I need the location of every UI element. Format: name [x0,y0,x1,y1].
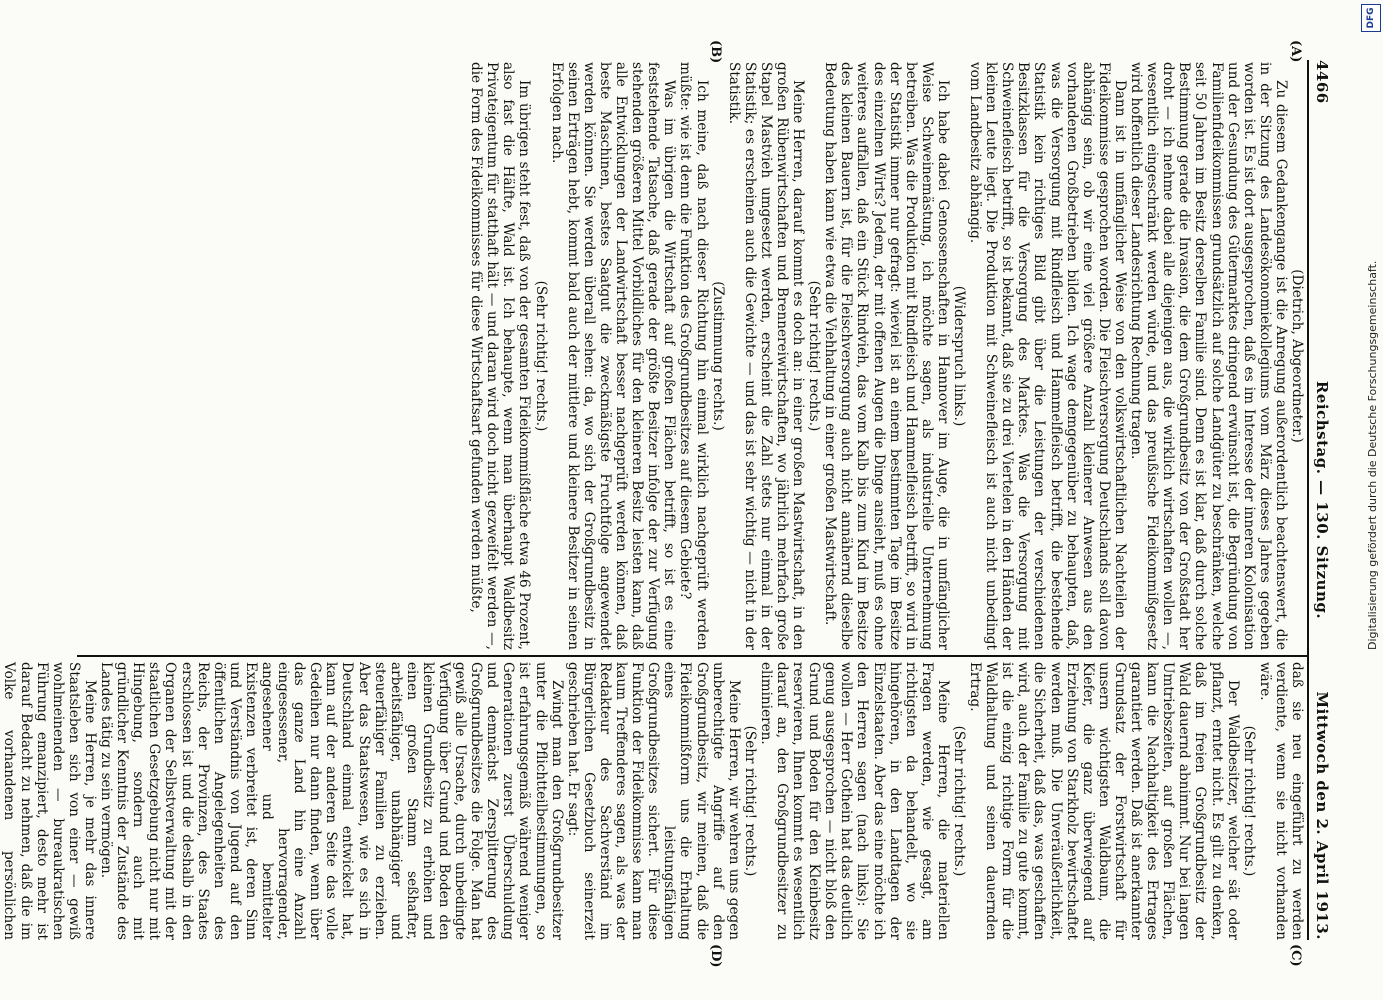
speaker-line: (Dietrich, Abgeordneter.) [1289,269,1305,443]
paragraph: Zwingt man den Großgrundbesitzer unter die Pflichtteilbestimmungen, so ist erfahrungsgemäß während weniger Generationen zuerst Überschuldung und demnächst Zersplitterung des Großgrundbesitzes die Folge. Man hat gewiß alle Ursache, durch unbedingte Verfügung über Grund und Boden den kleinen Grundbesitz zu erhöhen und einen großen Stamm seßhafter, arbeitsfähiger, unabhängiger und steuerfähiger Familien zu erziehen. Aber das Staatswesen, wie es sich in Deutschland einmal entwickelt hat, kann auf der anderen Seite das volle Gedeihen nur dann finden, wenn über das ganze Land hin eine Anzahl eingesessener, hervorragender, angesehener und bemittelter Existenzen verbreitet ist, deren Sinn und Verständnis von Jugend auf den öffentlichen Angelegenheiten des Reichs, der Provinzen, des Staates erschlossen ist und die deshalb in den Organen der Selbstverwaltung mit der staatlichen Gesetzgebung nicht nur mit Hingebung, sondern auch mit gründlicher Kenntnis der Zustände des Landes tätig zu sein vermögen. [98,662,565,940]
margin-marker-b: (B) [708,40,723,64]
paragraph: Der Waldbesitzer, welcher sät oder pflanzt, erntet nicht. Es gilt zu denken, daß im freien Großgrundbesitz der Wald dauernd abnimmt. Nur bei langen Umtriebszeiten, auf großen Flächen, kann die Nachhaltigkeit des Ertrages garantiert werden. Daß ist anerkannter Grundsatz der Forstwirtschaft für unsern wichtigsten Waldbaum, die Kiefer, die ganz überwiegend auf Erziehung von Starkholz bewirtschaftet werden muß. Die Unveräußerlichkeit, die Sicherheit, daß das, was geschaffen wird, auch der Familie zu gute kommt, ist die einzig richtige Form für die Waldhaltung und seinen dauernden Ertrag. [967,662,1241,940]
page-header [1309,60,1331,940]
dfg-logo: DFG [1361,4,1381,32]
paragraph: daß sie neu eingeführt zu werden verdiente, wenn sie nicht vorhanden wäre. [1256,662,1305,940]
interjection: (Widerspruch links.) [951,285,968,427]
paragraph: Meine Herren, je mehr das innere Staatsleben sich von einer — gewiß wohlmeinenden — bureaukratischen Führung emanzipiert, desto mehr ist darauf Bedacht zu nehmen, daß die im Volke vorhandenen persönlichen [1,662,98,940]
interjection: (Sehr richtig! rechts.) [951,725,968,877]
digitization-credit-strip [1359,0,1383,1000]
header-rule [1307,60,1309,940]
session-date: Mittwoch den 2. April 1913. [1313,691,1331,940]
paragraph: Ich meine, daß nach dieser Richtung hin einmal wirklich nachgeprüft werden müßte: wie ist denn die Funktion des Großgrundbesitzes auf diesem Gebiete? [677,62,710,650]
paragraph: Meine Herren, darauf kommt es doch an: in einer großen Mastwirtschaft, in den großen Rübenwirtschaften und Brennereiwirtschaften, wo jährlich mehrfach große Stapel Mastvieh umgesetzt werden, erscheint die Zahl stets nur einmal in der Statistik; es erscheinen auch die Gewichte — und das ist sehr wichtig — nicht in der Statistik. [725,62,807,650]
margin-marker-c: (C) [1288,944,1303,967]
page-number: 4466 [1313,60,1331,104]
column-divider [77,655,1307,657]
interjection: (Zustimmung rechts.) [709,281,726,431]
interjection: (Sehr richtig! rechts.) [806,280,823,432]
interjection: (Sehr richtig! rechts.) [741,725,758,877]
paragraph: Im übrigen steht fest, daß von der gesamten Fideikommißfläche etwa 46 Prozent, also fast die Hälfte, Wald ist. Ich behaupte, wenn man überhaupt Waldbesitz Privateigentum für statthaft hält — und daran wird doch nicht gezweifelt werden —, die Form des Fideikommisses für diese Wirtschaftsart gefunden werden müßte, [468,62,533,650]
right-text-column [0,662,1305,940]
paragraph: Was im übrigen die Wirtschaft auf großen Flächen betrifft, so ist es eine feststehende Tatsache, daß gerade der größte Besitzer infolge der zur Verfügung stehenden größeren Mittel Vorbildliches für den kleineren Besitz leisten kann, daß alle Entwicklungen der Landwirtschaft besser nachgeprüft werden können, daß beste Maschinen, bestes Saatgut die zweckmäßigste Fruchtfolge angewendet werden können. Sie werden überall sehen: da, wo sich der Großgrundbesitz in seinen Erträgen hebt, kommt bald auch der mittlere und kleinere Besitzer in seinen Erfolgen nach. [548,62,678,650]
digitization-credit: Digitalisierung gefördert durch die Deutsche Forschungsgemeinschaft. [1366,260,1379,650]
interjection: (Sehr richtig! rechts.) [532,280,549,432]
paragraph: Meine Herren, wir wehren uns gegen unberechtigte Angriffe auf den Großgrundbesitz, wir meinen, daß die Fideikommißform uns die Erhaltung eines leistungsfähigen Großgrundbesitzes sichert. Für diese Funktion der Fideikommisse kann man kaum Treffenderes sagen, als was der Redakteur des Sachverständ im Bürgerlichen Gesetzbuch seinerzeit geschrieben hat. Er sagt: [564,662,742,940]
margin-marker-a: (A) [1288,40,1303,63]
paragraph: Dann ist in umfänglicher Weise von den volkswirtschaftlichen Nachteilen der Fideikommisse gesprochen worden. Die Fleischversorgung Deutschlands soll davon abhängig sein, ob wir eine viel größere Anzahl kleinerer Anwesen aus den vorhandenen Großbetrieben bilden. Ich wage demgegenüber zu behaupten, daß, was die Versorgung mit Rindfleisch und Hammelfleisch betrifft, die bestehende Statistik kein richtiges Bild gibt über die Leistungen der verschiedenen Besitzklassen für die Versorgung des Marktes. Was die Versorgung mit Schweinefleisch betrifft, so ist bekannt, daß sie zu drei Viertelen in den Händen der kleinen Leute liegt. Die Produktion mit Schweinefleisch ist auch nicht unbedingt vom Landbesitz abhängig. [967,62,1128,650]
paragraph: Ich habe dabei Genossenschaften in Hannover im Auge, die in umfänglicher Weise Schweinemästung, ich möchte sagen, als industrielle Unternehmung betreiben. Was die Produktion mit Rindfleisch und Hammelfleisch betrifft, so wird in der Statistik immer nur gefragt: wieviel ist an einem bestimmten Tage im Besitze des einzelnen Wirts? Jedem, der mit offenen Augen die Dinge ansieht, muß es ohne weiteres auffallen, daß ein Stück Rindvieh, das vom Kalb bis zum Kind im Besitze des kleinen Bauern ist, für die Fleischversorgung auch nicht annähernd dieselbe Bedeutung haben kann wie etwa die Viehhaltung in einer großen Mastwirtschaft. [822,62,951,650]
interjection: (Sehr richtig! rechts.) [1240,725,1257,877]
paragraph: Zu diesem Gedankengange ist die Anregung außerordentlich beachtenswert, die in der Sitzung des Landesökonomiekollegiums vom März dieses Jahres gegeben worden ist. Es ist dort ausgesprochen, daß es im Interesse der inneren Kolonisation und der Gesundung des Gütermarktes dringend erwünscht ist, die Begründung von Familienfideikommissen grundsätzlich auf solche Landgüter zu beschränken, welche seit 50 Jahren im Besitz derselben Familie sind. Denn es ist klar, daß durch solche Bestimmung gerade die Invasion, die dem Großgrundbesitz von der Großstadt her droht — ich nehme dabei alle diejenigen aus, die wirklich wirtschaften wollen —, wesentlich eingeschränkt werden würde, und das preußische Fideikommißgesetz wird hoffentlich dieser Landesrichtung Rechnung tragen. [1128,62,1289,650]
margin-marker-d: (D) [708,944,723,968]
left-text-column [468,62,1305,650]
page-title: Reichstag. — 130. Sitzung. [1313,380,1331,620]
paragraph: Meine Herren, die materiellen Fragen werden, wie gesagt, am richtigsten da behandelt, wo sie hingehören, in den Landtagen der Einzelstaaten. Aber das eine möchte ich den Herren sagen (nach links): Sie wollen — Herr Gothein hat das deutlich genug ausgesprochen — nicht bloß den Grund und Boden für den Kleinbesitz reservieren, Ihnen kommt es wesentlich darauf an, den Großgrundbesitzer zu eliminieren. [757,662,951,940]
